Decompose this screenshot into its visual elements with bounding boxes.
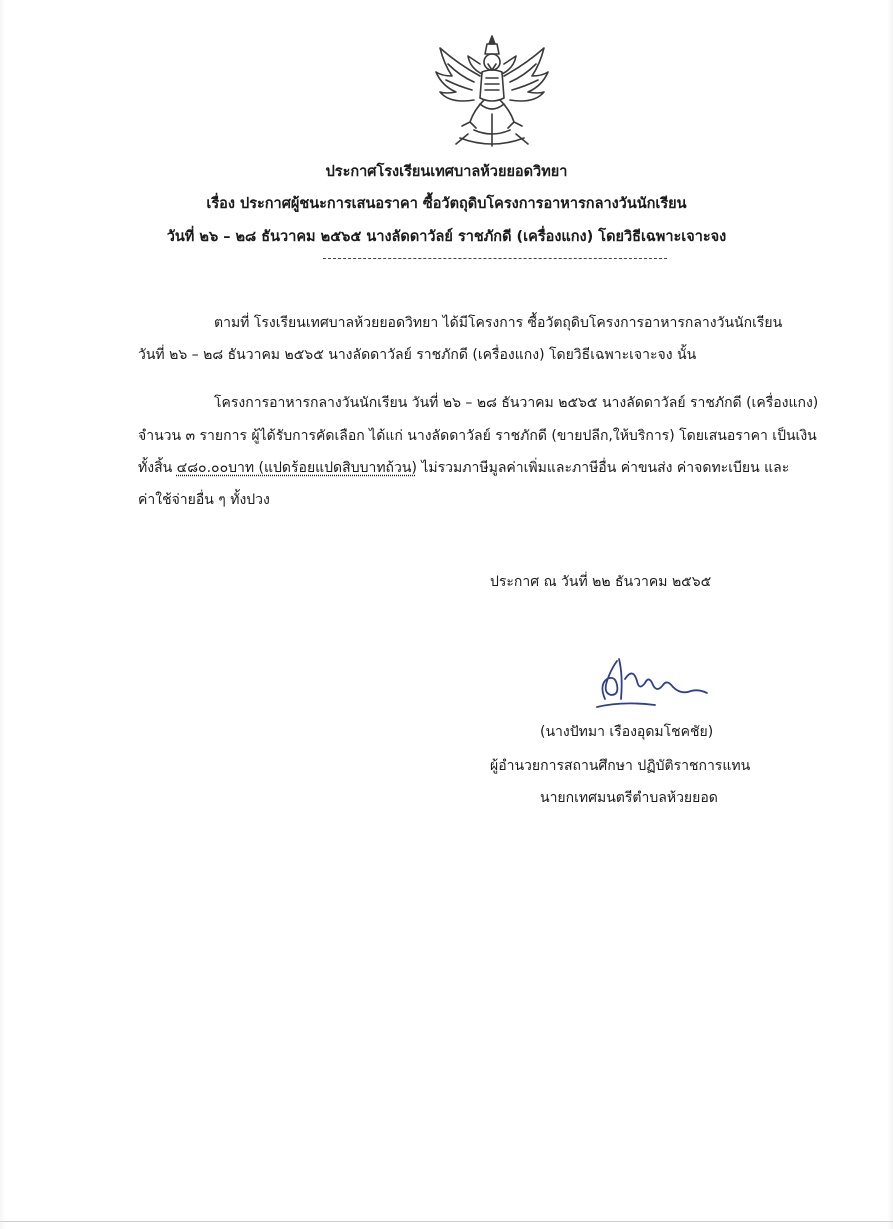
- garuda-emblem-icon: [430, 34, 554, 152]
- header-divider: [323, 258, 667, 259]
- signer-title: ผู้อำนวยการสถานศึกษา ปฏิบัติราชการแทน: [490, 758, 751, 774]
- amount-suffix: ไม่รวมภาษีมูลค่าเพิ่มและภาษีอื่น ค่าขนส่ง ค่าจดทะเบียน และ: [416, 460, 790, 476]
- scan-edge-line: [0, 1221, 893, 1222]
- paragraph-1-line-1: ตามที่ โรงเรียนเทศบาลห้วยยอดวิทยา ได้มีโครงการ ซื้อวัตถุดิบโครงการอาหารกลางวันนักเรียน: [214, 315, 783, 331]
- paragraph-2-line-3: [138, 458, 789, 478]
- document-title: ประกาศโรงเรียนเทศบาลห้วยยอดวิทยา: [325, 164, 568, 180]
- amount-prefix: ทั้งสิ้น: [138, 460, 177, 476]
- paragraph-2-line-1: โครงการอาหารกลางวันนักเรียน วันที่ ๒๖ – ๒๘ ธันวาคม ๒๕๖๕ นางลัดดาวัลย์ ราชภักดี (เครื่องแกง): [214, 395, 819, 411]
- bid-amount: ๔๘๐.๐๐บาท (แปดร้อยแปดสิบบาทถ้วน): [176, 460, 417, 476]
- paragraph-2-line-4: ค่าใช้จ่ายอื่น ๆ ทั้งปวง: [138, 492, 270, 508]
- handwritten-signature-icon: [593, 655, 711, 713]
- document-date-line: วันที่ ๒๖ – ๒๘ ธันวาคม ๒๕๖๕ นางลัดดาวัลย์ ราชภักดี (เครื่องแกง) โดยวิธีเฉพาะเจาะจง: [166, 229, 727, 245]
- document-subject: เรื่อง ประกาศผู้ชนะการเสนอราคา ซื้อวัตถุดิบโครงการอาหารกลางวันนักเรียน: [206, 196, 687, 212]
- announcement-date: ประกาศ ณ วันที่ ๒๒ ธันวาคม ๒๕๖๕: [490, 574, 712, 590]
- signer-name: (นางปัทมา เรืองอุดมโชคชัย): [540, 724, 714, 740]
- paragraph-2-line-2: จำนวน ๓ รายการ ผู้ได้รับการคัดเลือก ได้แก่ นางลัดดาวัลย์ ราชภักดี (ขายปลีก,ให้บริการ) โดยเสนอราคา เป็นเงิน: [138, 428, 817, 444]
- signer-acting-for: นายกเทศมนตรีตำบลห้วยยอด: [540, 790, 718, 806]
- paragraph-1-line-2: วันที่ ๒๖ – ๒๘ ธันวาคม ๒๕๖๕ นางลัดดาวัลย์ ราชภักดี (เครื่องแกง) โดยวิธีเฉพาะเจาะจง นั้น: [138, 347, 697, 363]
